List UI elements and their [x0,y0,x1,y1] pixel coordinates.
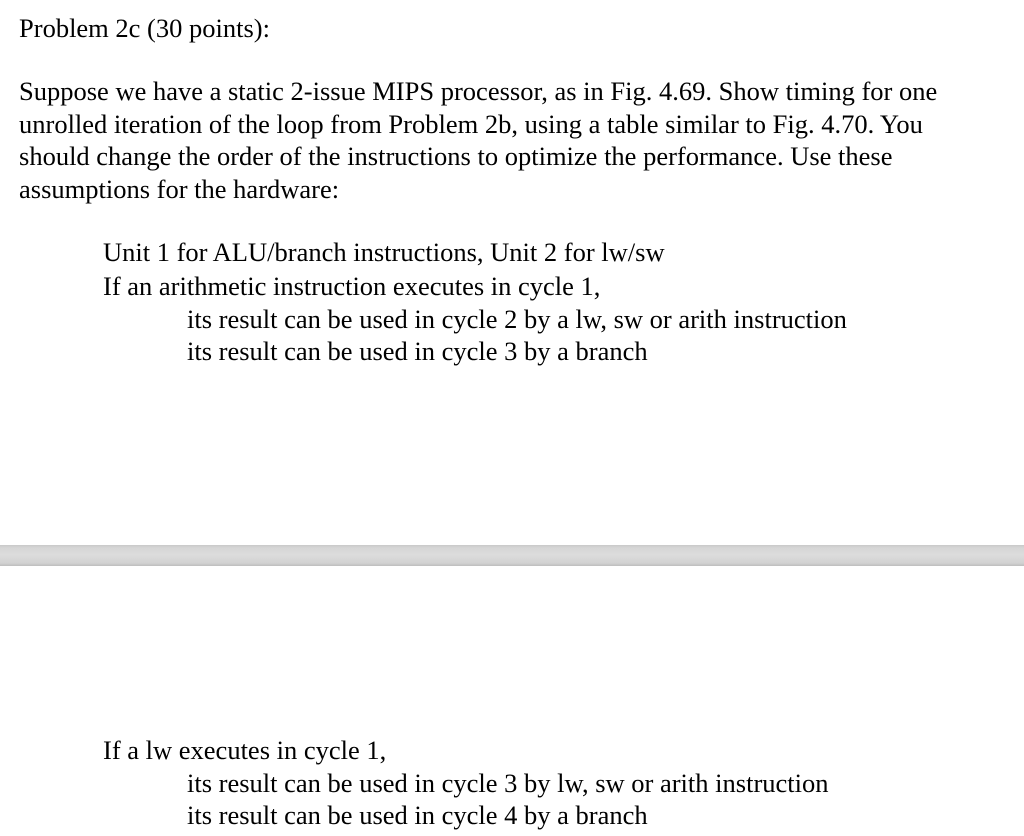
page-break-divider [0,545,1024,566]
problem-description [19,75,1009,205]
assumption-arith-intro: If an arithmetic instruction executes in cycle 1, [103,271,601,301]
description-line: Suppose we have a static 2-issue MIPS processor, as in Fig. 4.69. Show timing for one [19,76,938,106]
description-line: unrolled iteration of the loop from Problem 2b, using a table similar to Fig. 4.70. You [19,108,923,139]
page-lower [0,566,1024,836]
problem-title: Problem 2c (30 points): [19,13,270,43]
description-line: should change the order of the instructions to optimize the performance. Use these [19,141,893,171]
assumption-lw-rule: its result can be used in cycle 3 by lw, sw or arith instruction [187,768,829,798]
assumption-arith-rule: its result can be used in cycle 2 by a lw, sw or arith instruction [187,304,847,334]
description-line: assumptions for the hardware: [19,173,340,204]
assumption-units: Unit 1 for ALU/branch instructions, Unit 2 for lw/sw [103,237,665,267]
assumption-arith-rule: its result can be used in cycle 3 by a branch [187,336,648,366]
assumption-lw-rule: its result can be used in cycle 4 by a branch [187,800,648,830]
assumption-lw-intro: If a lw executes in cycle 1, [103,735,387,765]
